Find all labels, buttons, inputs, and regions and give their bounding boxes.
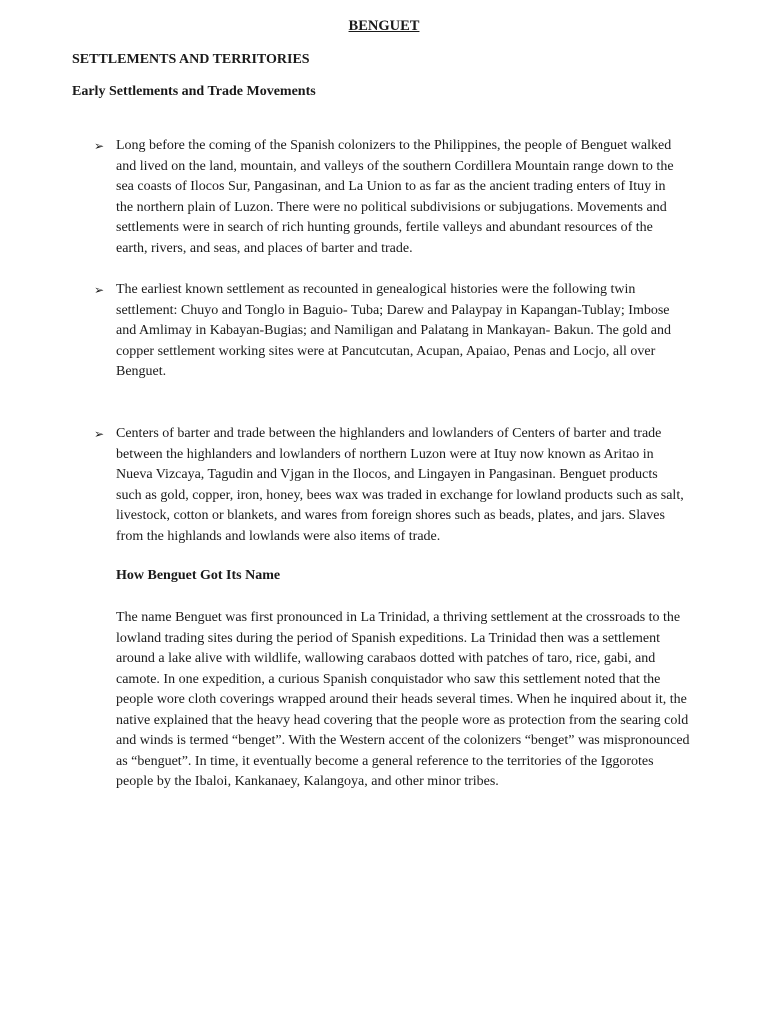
name-origin-heading: How Benguet Got Its Name xyxy=(116,568,281,583)
bullet-text: Centers of barter and trade between the highlanders and lowlanders of Centers of barter and trade between the highlanders and lowlanders of northern Luzon were at Ituy now known as Aritao in Nueva Vizcaya, Tagudin and Vjgan in the Ilocos, and Lingayen in Pangasinan. Benguet products such as gold, copper, iron, honey, bees wax was traded in exchange for lowland products such as salt, livestock, cotton or blankets, and wares from foreign shores such as beads, plates, and jars. Slaves from the highlands and lowlands were also items of trade. xyxy=(116,426,684,544)
arrow-bullet-icon: ➢ xyxy=(94,139,105,153)
bullet-item xyxy=(94,136,684,259)
bullet-item xyxy=(94,424,684,547)
bullet-text: Long before the coming of the Spanish colonizers to the Philippines, the people of Benguet walked and lived on the land, mountain, and valleys of the southern Cordillera Mountain range down to the sea coasts of Ilocos Sur, Pangasinan, and La Union to as far as the ancient trading enters of Ituy in the northern plain of Luzon. There were no political subdivisions or subjugations. Movements and settlements were in search of rich hunting grounds, fertile valleys and abundant resources of the earth, rivers, and seas, and places of barter and trade. xyxy=(116,138,674,256)
document-title: BENGUET xyxy=(348,18,420,34)
arrow-bullet-icon: ➢ xyxy=(94,427,105,441)
bullet-item xyxy=(94,280,684,383)
subsection-heading: Early Settlements and Trade Movements xyxy=(72,84,316,99)
bullet-text: The earliest known settlement as recounted in genealogical histories were the following twin settlement: Chuyo and Tonglo in Baguio- Tuba; Darew and Palaypay in Kapangan-Tublay; Imbose and Amlimay in Kabayan-Bugias; and Namiligan and Palatang in Mankayan- Bakun. The gold and copper settlement working sites were at Pancutcutan, Acupan, Apaiao, Penas and Locjo, all over Benguet. xyxy=(116,282,671,379)
arrow-bullet-icon: ➢ xyxy=(94,283,105,297)
section-heading: SETTLEMENTS AND TERRITORIES xyxy=(72,52,310,67)
name-origin-paragraph: The name Benguet was first pronounced in La Trinidad, a thriving settlement at the crossroads to the lowland trading sites during the period of Spanish expeditions. La Trinidad then was a settlement around a lake alive with wildlife, wallowing carabaos dotted with patches of taro, rice, gabi, and camote. In one expedition, a curious Spanish conquistador who saw this settlement noted that the people wore cloth coverings wrapped around their heads several times. When he inquired about it, the native explained that the heavy head covering that the people wore as protection from the searing cold and winds is termed “benget”. With the Western accent of the colonizers “benget” was mispronounced as “benguet”. In time, it eventually become a general reference to the territories of the Iggorotes people by the Ibaloi, Kankanaey, Kalangoya, and other minor tribes. xyxy=(116,610,690,789)
